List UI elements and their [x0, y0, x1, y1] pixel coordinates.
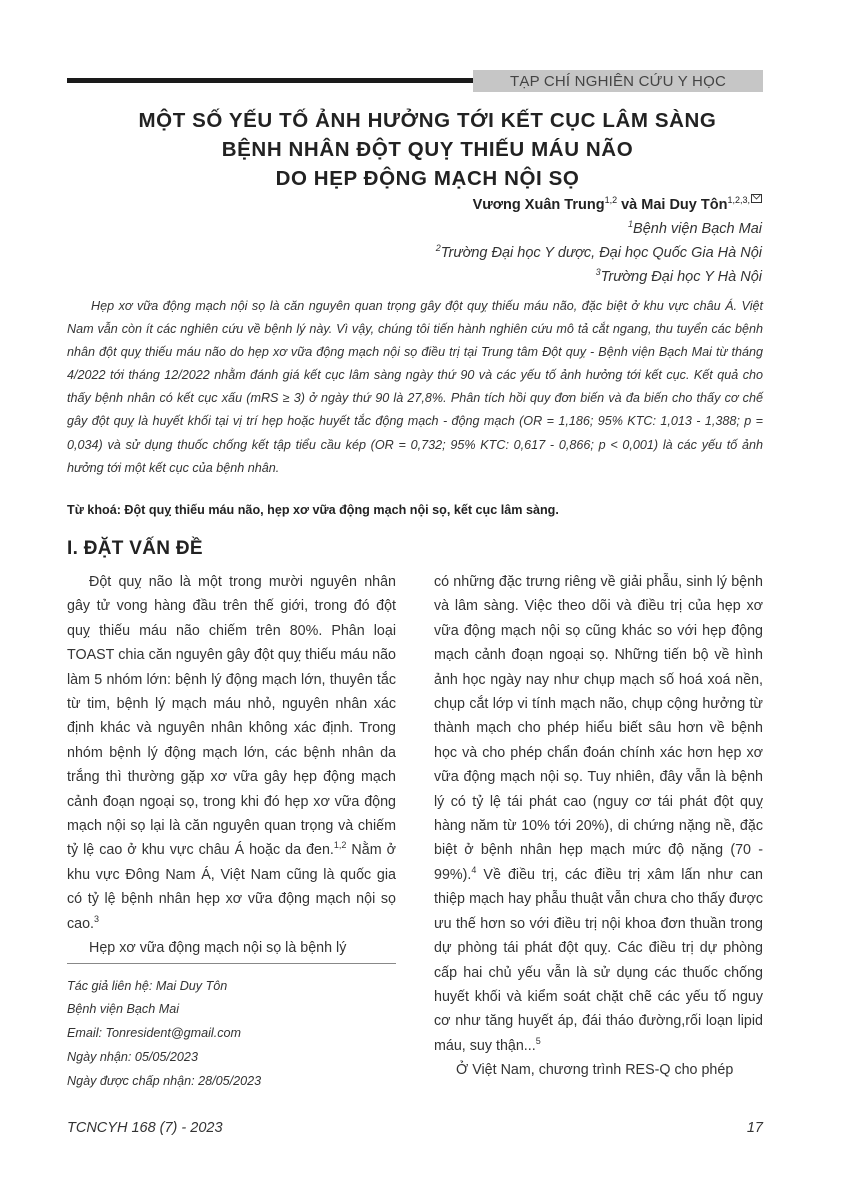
footer-journal: TCNCYH 168 (7) - 2023 [67, 1120, 223, 1136]
title-line-1: MỘT SỐ YẾU TỐ ẢNH HƯỞNG TỚI KẾT CỤC LÂM SÀNG [138, 109, 717, 132]
affiliation-2: $^2$Trường Đại học Y dược, Đại học Quốc Gia Hà Nội [435, 243, 762, 261]
footnote-institution: Bệnh viện Bạch Mai [67, 1002, 180, 1016]
footnote-email: Email: Tonresident@gmail.com [67, 1026, 242, 1040]
author-2: Mai Duy Tôn [641, 196, 728, 213]
journal-name: TẠP CHÍ NGHIÊN CỨU Y HỌC [473, 70, 763, 92]
authors: Vương Xuân Trung$^{1,2}$ và Mai Duy Tôn$^{1,2,3,}$ [473, 195, 762, 213]
paragraph: Hẹp xơ vữa động mạch nội sọ là bệnh lý [89, 940, 347, 957]
footnote-corresponding: Tác giả liên hệ: Mai Duy Tôn [67, 979, 228, 993]
author-1: Vương Xuân Trung [472, 196, 605, 213]
envelope-icon [751, 194, 762, 203]
affiliation-1: $^1$Bệnh viện Bạch Mai [628, 219, 762, 237]
paragraph: Đột quỵ não là một trong mười nguyên nhân gây tử vong hàng đầu trên thế giới, trong đó đột quỵ thiếu máu não chiếm trên 80%. Phân loại TOAST chia căn nguyên gây đột quỵ thiếu máu não làm 5 nhóm lớn: bệnh lý động mạch lớn, thuyên tắc từ tim, bệnh lý mạch máu nhỏ, nguyên nhân xác định khác và nguyên nhân không xác định. Trong nhóm bệnh lý động mạch lớn, các bệnh nhân da trắng thì thường gặp xơ vữa gây hẹp động mạch cảnh đoạn ngoại sọ, trong khi đó hẹp xơ vữa động mạch nội sọ lại là căn nguyên quan trọng và chiếm tỷ lệ cao ở khu vực châu Á hoặc da đen.$^{1,2}$ Nằm ở khu vực Đông Nam Á, Việt Nam cũng là quốc gia có tỷ lệ bệnh nhân hẹp xơ vữa động mạch nội sọ cao.$^3$ [67, 574, 396, 932]
page-number: 17 [746, 1120, 763, 1136]
title-line-2: BỆNH NHÂN ĐỘT QUỴ THIẾU MÁU NÃO [221, 138, 634, 161]
abstract: Hẹp xơ vữa động mạch nội sọ là căn nguyên quan trọng gây đột quỵ thiếu máu não, đặc biệt ở khu vực châu Á. Việt Nam vẫn còn ít các nghiên cứu về bệnh lý này. Vì vậy, chúng tôi tiến hành nghiên cứu mô tả cắt ngang, thu tuyển các bệnh nhân đột quỵ thiếu máu não do hẹp xơ vữa động mạch nội sọ điều trị tại Trung tâm Đột quỵ - Bệnh viện Bạch Mai từ tháng 4/2022 tới tháng 12/2022 nhằm đánh giá kết cục lâm sàng ngày thứ 90 và các yếu tố ảnh hưởng tới kết cục. Kết quả cho thấy bệnh nhân có kết cục xấu (mRS ≥ 3) ở ngày thứ 90 là 27,8%. Phân tích hồi quy đơn biến và đa biến cho thấy cơ chế gây đột quỵ là huyết khối tại vị trí hẹp hoặc huyết tắc động mạch - động mạch (OR = 1,186; 95% KTC: 1,013 - 1,388; p = 0,034) và sử dụng thuốc chống kết tập tiểu cầu kép (OR = 0,732; 95% KTC: 0,617 - 0,866; p < 0,001) là các yếu tố ảnh hưởng tới một kết cục của bệnh nhân. [67, 299, 763, 475]
paragraph: có những đặc trưng riêng về giải phẫu, sinh lý bệnh và lâm sàng. Việc theo dõi và điều trị của hẹp xơ vữa động mạch nội sọ cũng khác so với hẹp động mạch cảnh đoạn ngoại sọ. Những tiến bộ về hình ảnh học ngày nay như chụp mạch số hoá xoá nền, chụp cắt lớp vi tính mạch não, chụp cộng hưởng từ thành mạch cho phép hiểu biết sâu hơn về bệnh học và cho phép chẩn đoán chính xác hơn hẹp xơ vữa động mạch nội sọ. Tuy nhiên, đây vẫn là bệnh lý có tỷ lệ tái phát cao (nguy cơ tái phát đột quỵ hàng năm từ 10% tới 20%), di chứng nặng nề, đặc biệt ở bệnh nhân hẹp mạch mức độ nặng (70 - 99%).$^4$ Về điều trị, các điều trị xâm lấn như can thiệp mạch hay phẫu thuật vẫn chưa cho thấy được ưu thế hơn so với điều trị nội khoa đơn thuần trong dự phòng tái phát đột quỵ. Các điều trị dự phòng cấp hai chủ yếu vẫn là sử dụng các thuốc chống huyết khối và kiểm soát chặt chẽ các yếu tố nguy cơ như tăng huyết áp, đái tháo đường,rối loạn lipid máu, suy thận...$^5$ [434, 574, 763, 1054]
section-heading: I. ĐẶT VẤN ĐỀ [67, 538, 203, 559]
footnote-rule [67, 963, 396, 964]
body-column-right [434, 570, 763, 1083]
header-rule [67, 78, 473, 83]
footnote-received: Ngày nhận: 05/05/2023 [67, 1050, 198, 1064]
affiliation-3: $^3$Trường Đại học Y Hà Nội [595, 267, 762, 285]
body-column-left [67, 570, 396, 961]
article-title [60, 106, 795, 193]
paragraph: Ở Việt Nam, chương trình RES-Q cho phép [456, 1062, 734, 1079]
keywords: Từ khoá: Đột quỵ thiếu máu não, hẹp xơ vữa động mạch nội sọ, kết cục lâm sàng. [67, 503, 559, 517]
footnote-accepted: Ngày được chấp nhận: 28/05/2023 [67, 1074, 262, 1088]
title-line-3: DO HẸP ĐỘNG MẠCH NỘI SỌ [275, 167, 580, 190]
